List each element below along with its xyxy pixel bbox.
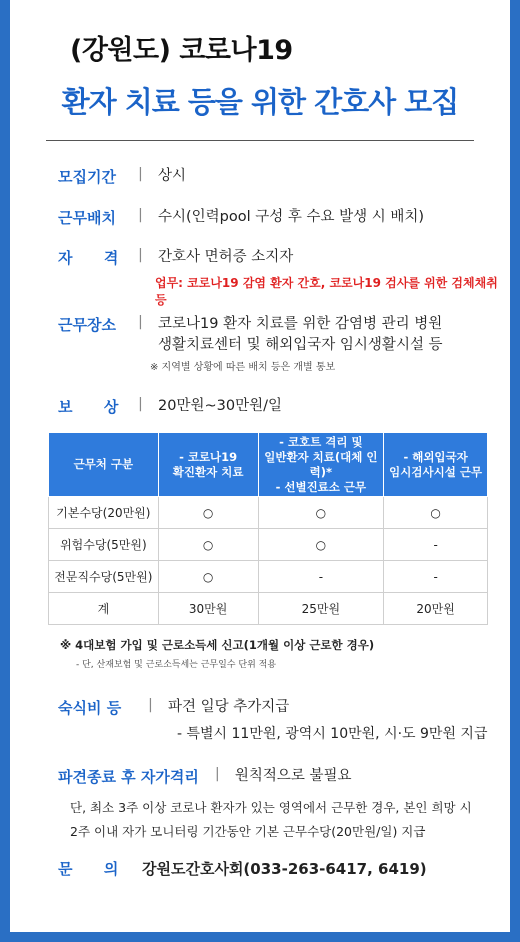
table-cell: ○ bbox=[384, 497, 488, 529]
separator: | bbox=[138, 166, 143, 182]
footnote-detail: - 단, 산재보험 및 근로소득세는 근무일수 단위 적용 bbox=[76, 660, 277, 670]
table-cell: 30만원 bbox=[158, 593, 258, 625]
table-cell: ○ bbox=[158, 497, 258, 529]
placement-value: 수시(인력pool 구성 후 수요 발생 시 배치) bbox=[158, 209, 425, 225]
contact-value: 강원도간호사회(033-263-6417, 6419) bbox=[142, 860, 427, 878]
workplace-note: ※ 지역별 상황에 따른 배치 등은 개별 통보 bbox=[150, 362, 336, 373]
qualification-label: 자 격 bbox=[58, 249, 119, 267]
table-cell: ○ bbox=[258, 529, 384, 561]
header-region: (강원도) 코로나19 bbox=[70, 35, 293, 66]
isolation-row bbox=[58, 766, 352, 787]
period-row bbox=[58, 166, 480, 187]
separator: | bbox=[138, 396, 143, 412]
table-cell: 20만원 bbox=[384, 593, 488, 625]
workplace-line1: 코로나19 환자 치료를 위한 감염병 관리 병원 bbox=[158, 316, 443, 332]
separator: | bbox=[148, 697, 153, 713]
period-label: 모집기간 bbox=[58, 168, 116, 186]
table-row bbox=[49, 497, 488, 529]
table-cell: 기본수당(20만원) bbox=[49, 497, 159, 529]
table-cell: 전문직수당(5만원) bbox=[49, 561, 159, 593]
divider bbox=[46, 140, 474, 141]
table-row bbox=[49, 561, 488, 593]
period-value: 상시 bbox=[158, 168, 187, 184]
placement-label: 근무배치 bbox=[58, 209, 116, 227]
table-cell: ○ bbox=[258, 497, 384, 529]
qualification-row bbox=[58, 247, 480, 268]
lodging-label: 숙식비 등 bbox=[58, 699, 122, 717]
qualification-value: 간호사 면허증 소지자 bbox=[158, 249, 294, 265]
table-cell: - bbox=[384, 529, 488, 561]
table-header: 근무처 구분 bbox=[49, 433, 159, 497]
table-header-row bbox=[49, 433, 488, 497]
pay-row bbox=[58, 396, 480, 417]
isolation-note1: 단, 최소 3주 이상 코로나 환자가 있는 영역에서 근무한 경우, 본인 희망 시 bbox=[70, 800, 472, 815]
pay-value: 20만원~30만원/일 bbox=[158, 398, 282, 414]
workplace-row bbox=[58, 314, 480, 356]
table-cell: 25만원 bbox=[258, 593, 384, 625]
table-header: - 코호트 격리 및 일반환자 치료(대체 인력)* - 선별진료소 근무 bbox=[258, 433, 384, 497]
isolation-note2: 2주 이내 자가 모니터링 기간동안 기본 근무수당(20만원/일) 지급 bbox=[70, 824, 426, 839]
duty-text: 업무: 코로나19 감염 환자 간호, 코로나19 검사를 위한 검체채취 등 bbox=[155, 276, 498, 307]
table-cell: 계 bbox=[49, 593, 159, 625]
pay-label: 보 상 bbox=[58, 398, 119, 416]
table-row bbox=[49, 593, 488, 625]
contact-label: 문 의 bbox=[58, 860, 119, 878]
footnote-insurance: ※ 4대보험 가입 및 근로소득세 신고(1개월 이상 근로한 경우) bbox=[60, 638, 375, 652]
table-cell: 위험수당(5만원) bbox=[49, 529, 159, 561]
table-cell: ○ bbox=[158, 561, 258, 593]
separator: | bbox=[138, 207, 143, 223]
table-row bbox=[49, 529, 488, 561]
workplace-label: 근무장소 bbox=[58, 316, 116, 334]
placement-row bbox=[58, 207, 480, 228]
pay-table bbox=[48, 432, 488, 625]
table-cell: ○ bbox=[158, 529, 258, 561]
table-header: - 해외입국자 임시검사시설 근무 bbox=[384, 433, 488, 497]
lodging-value: 파견 일당 추가지급 bbox=[168, 699, 290, 715]
table-cell: - bbox=[384, 561, 488, 593]
contact-row bbox=[58, 858, 427, 879]
isolation-label: 파견종료 후 자가격리 bbox=[58, 768, 199, 786]
isolation-value: 원칙적으로 불필요 bbox=[234, 768, 352, 784]
workplace-line2: 생활치료센터 및 해외입국자 임시생활시설 등 bbox=[158, 337, 443, 353]
separator: | bbox=[138, 314, 143, 330]
header-title: 환자 치료 등을 위한 간호사 모집 bbox=[61, 85, 459, 119]
table-cell: - bbox=[258, 561, 384, 593]
lodging-row bbox=[58, 697, 289, 718]
separator: | bbox=[214, 766, 220, 782]
lodging-detail: - 특별시 11만원, 광역시 10만원, 시·도 9만원 지급 bbox=[177, 726, 488, 742]
separator: | bbox=[138, 247, 143, 263]
table-header: - 코로나19 확진환자 치료 bbox=[158, 433, 258, 497]
